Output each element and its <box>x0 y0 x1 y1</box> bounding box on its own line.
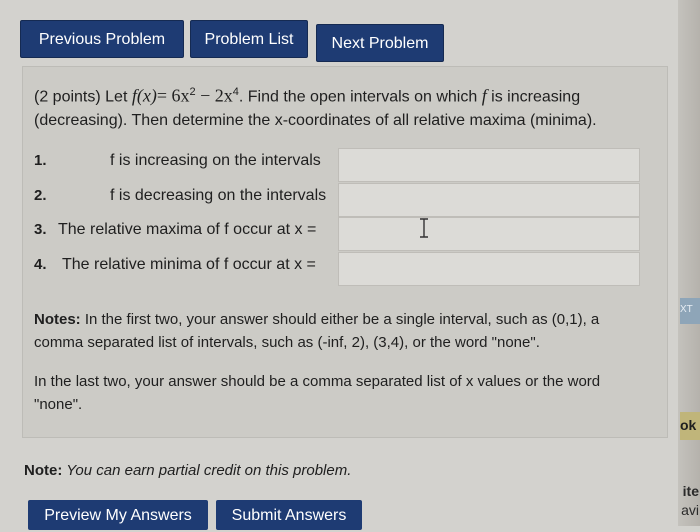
question-4-label: The relative minima of f occur at x = <box>62 256 316 273</box>
background-window-edge <box>678 0 700 526</box>
exponent-2: 2 <box>189 86 196 98</box>
exponent-4: 4 <box>232 86 239 98</box>
edge-avi-text: avi <box>681 502 699 518</box>
points-text: (2 points) Let <box>34 88 128 106</box>
question-2-label: f is decreasing on the intervals <box>110 187 327 204</box>
partial-credit-note <box>24 462 351 479</box>
partial-credit-heading: Note: <box>24 462 63 479</box>
decreasing-intervals-input[interactable] <box>338 183 640 217</box>
question-4-number: 4. <box>34 256 47 273</box>
relative-minima-input[interactable] <box>338 252 640 286</box>
relative-maxima-input[interactable] <box>338 217 640 251</box>
increasing-intervals-input[interactable] <box>338 148 640 182</box>
question-1-label: f is increasing on the intervals <box>110 152 321 169</box>
edge-xt-tab: XT <box>680 298 700 324</box>
statement-line-2: (decreasing). Then determine the x-coordinates of all relative maxima (minima). <box>34 112 597 130</box>
statement-rest-2: is increasing <box>491 88 581 106</box>
f-symbol: f <box>481 85 487 106</box>
previous-problem-button[interactable]: Previous Problem <box>20 20 184 58</box>
equation-part: = 6x <box>156 85 190 106</box>
preview-answers-button[interactable]: Preview My Answers <box>28 500 208 530</box>
notes-text-1: In the first two, your answer should either be a single interval, such as (0,1), a comma separated list of intervals, such as (-inf, 2), (3,4), or the word "none". <box>34 311 600 351</box>
equation-minus: − 2x <box>195 85 233 106</box>
i-beam-cursor-icon <box>418 218 430 238</box>
question-3-label: The relative maxima of f occur at x = <box>58 221 317 238</box>
next-problem-button[interactable]: Next Problem <box>316 24 444 62</box>
statement-rest: . Find the open intervals on which <box>238 88 478 106</box>
fx-symbol: f(x) <box>131 85 157 106</box>
notes-heading: Notes: <box>34 311 81 328</box>
notes-paragraph-2: In the last two, your answer should be a comma separated list of x values or the word "none". <box>34 373 601 413</box>
question-3-number: 3. <box>34 221 47 238</box>
edge-ok-tab: ok <box>680 412 700 440</box>
question-1-number: 1. <box>34 152 47 169</box>
edge-ite-text: ite <box>682 483 699 499</box>
notes-paragraph-1 <box>34 308 644 354</box>
question-2-number: 2. <box>34 187 47 204</box>
problem-list-button[interactable]: Problem List <box>190 20 308 58</box>
partial-credit-text: You can earn partial credit on this problem. <box>62 462 352 479</box>
submit-answers-button[interactable]: Submit Answers <box>216 500 362 530</box>
problem-statement <box>34 80 644 133</box>
